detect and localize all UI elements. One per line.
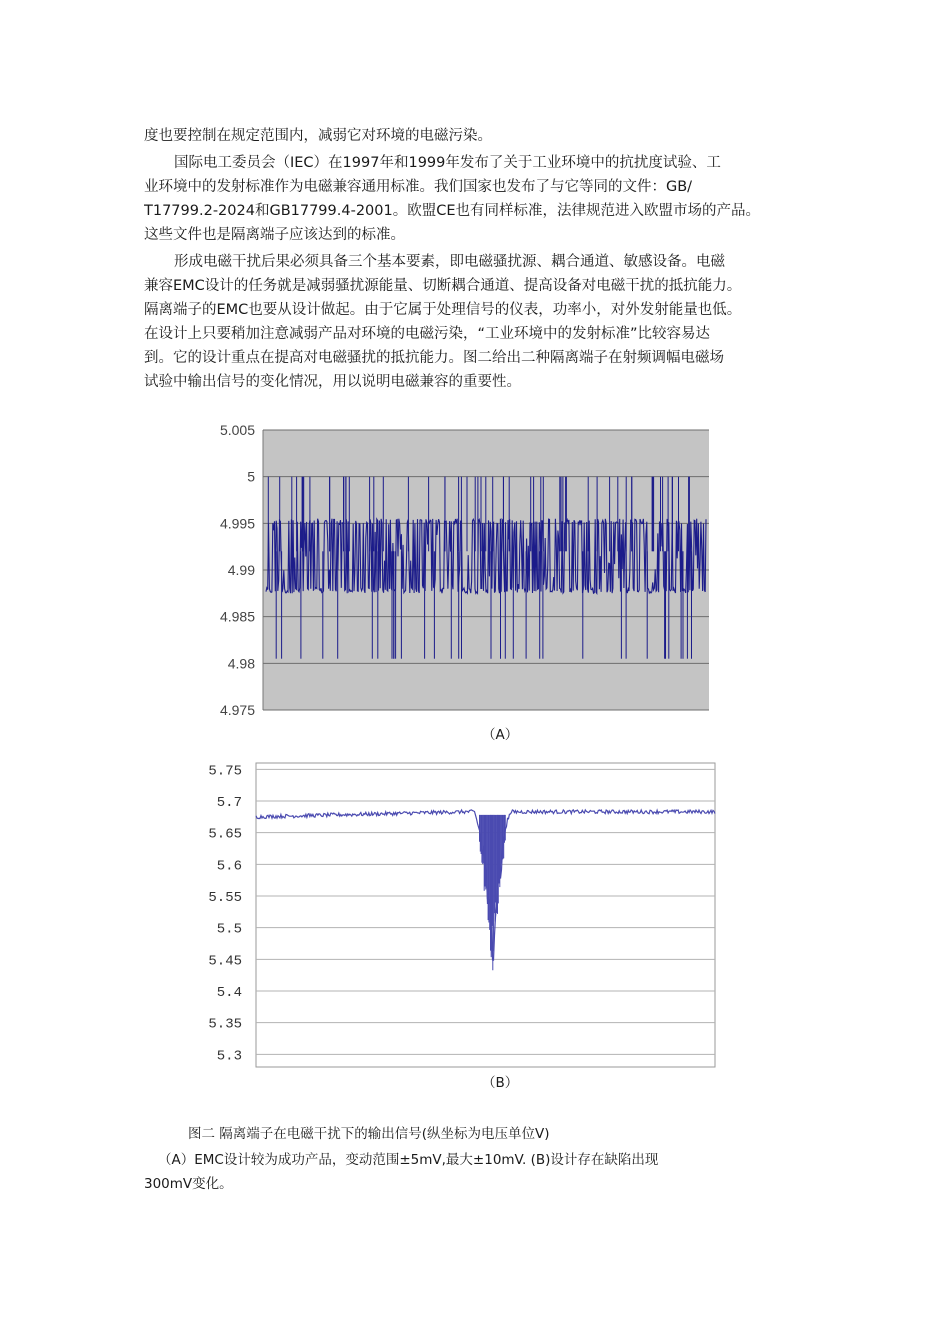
paragraph-line: 业环境中的发射标准作为电磁兼容通用标准。我们国家也发布了与它等同的文件：GB/ bbox=[144, 179, 693, 195]
y-tick-label: 5.5 bbox=[216, 921, 242, 938]
paragraph-2 bbox=[144, 151, 820, 247]
y-tick-label: 4.995 bbox=[219, 515, 255, 532]
paragraph-line: 到。它的设计重点在提高对电磁骚扰的抵抗能力。图二给出二种隔离端子在射频调幅电磁场 bbox=[144, 350, 724, 366]
y-tick-label: 5.3 bbox=[216, 1048, 242, 1065]
y-tick-label: 5.4 bbox=[216, 985, 242, 1001]
y-tick-label: 4.975 bbox=[219, 702, 255, 718]
y-tick-label: 5.005 bbox=[219, 422, 255, 438]
paragraph-line: 国际电工委员会（IEC）在1997年和1999年发布了关于工业环境中的抗扰度试验、工 bbox=[174, 155, 721, 171]
figure-note-line: 300mV变化。 bbox=[144, 1176, 233, 1192]
figure-note-line: （A）EMC设计较为成功产品，变动范围±5mV,最大±10mV. (B)设计存在缺陷出现 bbox=[158, 1152, 659, 1168]
chart-a bbox=[200, 418, 740, 718]
paragraph-line: 兼容EMC设计的任务就是减弱骚扰源能量、切断耦合通道、提高设备对电磁干扰的抵抗能力。 bbox=[144, 278, 742, 294]
plot-area bbox=[256, 763, 715, 1067]
paragraph-1 bbox=[144, 124, 820, 148]
y-tick-label: 4.98 bbox=[227, 655, 255, 672]
caption-b: （B） bbox=[482, 1075, 519, 1091]
chart-b-svg bbox=[200, 755, 740, 1070]
chart-a-svg bbox=[200, 418, 740, 718]
paragraph-line: 形成电磁干扰后果必须具备三个基本要素，即电磁骚扰源、耦合通道、敏感设备。电磁 bbox=[174, 254, 725, 270]
y-tick-label: 5 bbox=[247, 468, 255, 485]
chart-b bbox=[200, 755, 740, 1070]
y-tick-label: 5.7 bbox=[216, 795, 242, 811]
y-tick-label: 4.99 bbox=[227, 562, 255, 578]
paragraph-3 bbox=[144, 250, 820, 394]
y-tick-label: 5.45 bbox=[208, 953, 242, 970]
figure-title: 图二 隔离端子在电磁干扰下的输出信号(纵坐标为电压单位V) bbox=[188, 1126, 550, 1142]
paragraph-line: 试验中输出信号的变化情况，用以说明电磁兼容的重要性。 bbox=[144, 374, 521, 390]
paragraph-line: 这些文件也是隔离端子应该达到的标准。 bbox=[144, 227, 405, 243]
y-tick-label: 4.985 bbox=[219, 608, 255, 625]
paragraph-line: T17799.2-2024和GB17799.4-2001。欧盟CE也有同样标准，法律规范进入欧盟市场的产品。 bbox=[144, 203, 761, 219]
paragraph-line: 隔离端子的EMC也要从设计做起。由于它属于处理信号的仪表，功率小，对外发射能量也低。 bbox=[144, 302, 742, 318]
y-tick-label: 5.6 bbox=[216, 858, 242, 875]
paragraph-line: 度也要控制在规定范围内，减弱它对环境的电磁污染。 bbox=[144, 128, 492, 144]
y-tick-label: 5.65 bbox=[208, 826, 242, 843]
paragraph-line: 在设计上只要稍加注意减弱产品对环境的电磁污染，“工业环境中的发射标准”比较容易达 bbox=[144, 326, 711, 342]
y-tick-label: 5.55 bbox=[208, 890, 242, 906]
y-tick-label: 5.75 bbox=[208, 763, 242, 780]
y-tick-label: 5.35 bbox=[208, 1016, 242, 1033]
caption-a: （A） bbox=[482, 727, 519, 743]
